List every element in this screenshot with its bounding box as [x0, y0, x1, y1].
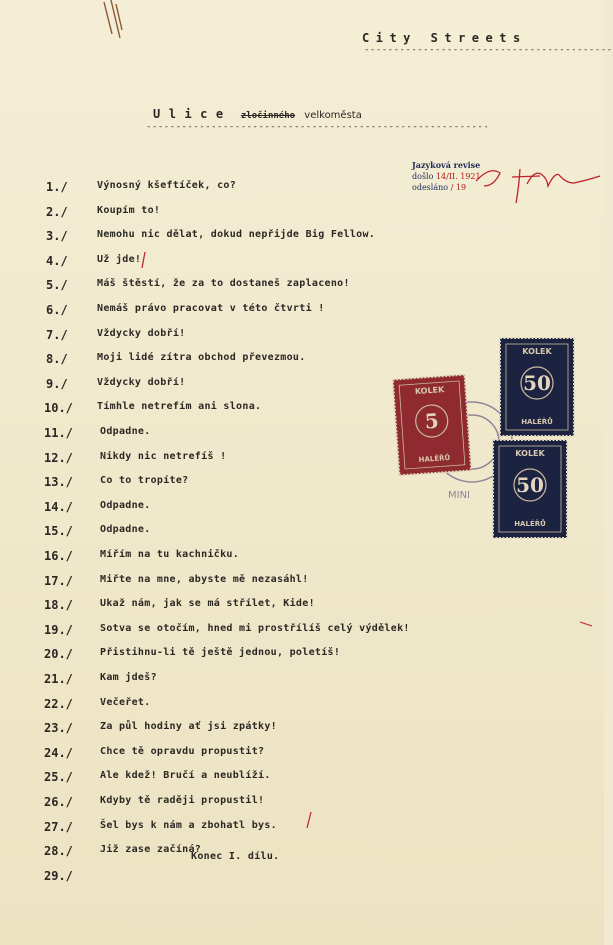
pen-mark — [307, 812, 311, 828]
postmark-text: MINI — [448, 490, 471, 501]
line-text: Vždycky dobří! — [97, 327, 186, 339]
line-number: 14./ — [44, 499, 73, 514]
stamp-value: 50 — [523, 371, 551, 395]
line-text: Vždycky dobří! — [97, 376, 186, 388]
stamp-value: 50 — [516, 473, 544, 497]
line-text: Nemohu nic dělat, dokud nepřijde Big Fellow. — [97, 229, 376, 241]
stamp-subtitle: HALÉŘŮ — [514, 520, 546, 528]
line-number: 21./ — [44, 672, 73, 686]
revenue-stamp — [500, 338, 574, 436]
line-text: Ukaž nám, jak se má střílet, Kide! — [100, 598, 315, 610]
line-text: Kam jdeš? — [100, 672, 157, 683]
line-number: 5./ — [46, 278, 68, 293]
line-text: Mířím na tu kachničku. — [100, 549, 240, 560]
handwritten-signature — [476, 169, 600, 203]
pen-mark — [580, 622, 592, 626]
line-number: 2./ — [46, 204, 68, 219]
line-number: 22./ — [44, 696, 73, 711]
title-word: Ulice — [153, 107, 232, 121]
line-number: 11./ — [44, 426, 73, 440]
line-text: Kdyby tě raději propustil! — [100, 795, 265, 806]
line-text: Za půl hodiny ať jsi zpátky! — [100, 721, 277, 733]
line-number: 15./ — [44, 524, 73, 539]
staple-marks — [104, 0, 122, 38]
line-number: 16./ — [44, 549, 73, 563]
title-underline: ---------------------------------------------------------- — [146, 122, 490, 132]
line-number: 29./ — [44, 868, 73, 883]
line-number: 12./ — [44, 450, 73, 465]
line-text: Odpadne. — [100, 524, 151, 536]
received-label: došlo — [412, 172, 434, 181]
line-text: Odpadne. — [100, 426, 151, 437]
stamp-subtitle: HALÉŘŮ — [418, 453, 451, 465]
line-text: Tímhle netrefím ani slona. — [97, 401, 262, 413]
line-text: Moji lidé zítra obchod převezmou. — [97, 352, 306, 364]
stamp-label: KOLEK — [515, 449, 545, 458]
line-text: Sotva se otočím, hned mi prostřílíš celý výdělek! — [100, 622, 410, 634]
line-text: Šel bys k nám a zbohatl bys. — [100, 819, 277, 831]
line-text: Nikdy nic netrefíš ! — [100, 450, 227, 462]
line-text: Už jde! — [97, 253, 142, 265]
line-number: 17./ — [44, 573, 73, 588]
line-text: Nemáš právo pracovat v této čtvrti ! — [97, 303, 325, 314]
line-number: 4./ — [46, 253, 68, 268]
line-number: 26./ — [44, 795, 73, 809]
line-text: Odpadne. — [100, 499, 151, 511]
stamp-value: 5 — [423, 408, 440, 434]
line-text: Chce tě opravdu propustit? — [100, 745, 265, 757]
line-text: Co to tropíte? — [100, 475, 189, 487]
stamp-label: KOLEK — [522, 347, 552, 356]
received-date: 14/II. 1921 — [435, 172, 481, 181]
line-number: 23./ — [44, 721, 73, 736]
line-text: Miřte na mne, abyste mě nezasáhl! — [100, 573, 309, 585]
line-number: 19./ — [44, 622, 73, 637]
line-number: 18./ — [44, 598, 73, 613]
line-number: 1./ — [46, 180, 68, 194]
revenue-stamps — [393, 338, 574, 538]
sent-date: / 19 — [450, 183, 467, 192]
header-underline: ------------------------------------------ — [364, 45, 613, 55]
line-number: 13./ — [44, 475, 73, 490]
line-text: Přistihnu-li tě ještě jednou, poletíš! — [100, 647, 341, 659]
stamp-subtitle: HALÉŘŮ — [521, 418, 553, 426]
line-text: Máš štěstí, že za to dostaneš zaplaceno! — [97, 278, 350, 290]
revision-heading: Jazyková revise — [412, 160, 481, 170]
line-text: Výnosný kšeftíček, co? — [97, 180, 237, 191]
line-text: Již zase začíná? — [100, 844, 202, 856]
line-number: 3./ — [46, 229, 68, 244]
revenue-stamp — [493, 440, 567, 538]
line-text: Večeřet. — [100, 696, 151, 708]
title-struck-word: zločinného — [240, 111, 296, 121]
line-number: 9./ — [46, 376, 68, 391]
header-title: City Streets — [362, 31, 527, 45]
line-number: 20./ — [44, 647, 73, 662]
end-of-part: Konec I. dílu. — [191, 851, 280, 862]
line-text: Koupím to! — [97, 204, 161, 216]
line-number: 10./ — [44, 401, 73, 416]
line-number: 27./ — [44, 819, 73, 834]
line-number: 6./ — [46, 303, 68, 317]
line-text: Ale kdež! Bručí a neublíží. — [100, 770, 271, 782]
sent-label: odesláno — [412, 183, 449, 192]
revenue-stamp — [393, 375, 472, 476]
title-rest: velkoměsta — [304, 110, 362, 121]
line-number: 7./ — [46, 327, 68, 342]
pen-mark — [142, 252, 145, 268]
line-number: 24./ — [44, 745, 73, 760]
stamp-label: KOLEK — [414, 385, 445, 397]
line-number: 25./ — [44, 770, 73, 785]
line-number: 28./ — [44, 844, 73, 859]
line-number: 8./ — [46, 352, 68, 367]
